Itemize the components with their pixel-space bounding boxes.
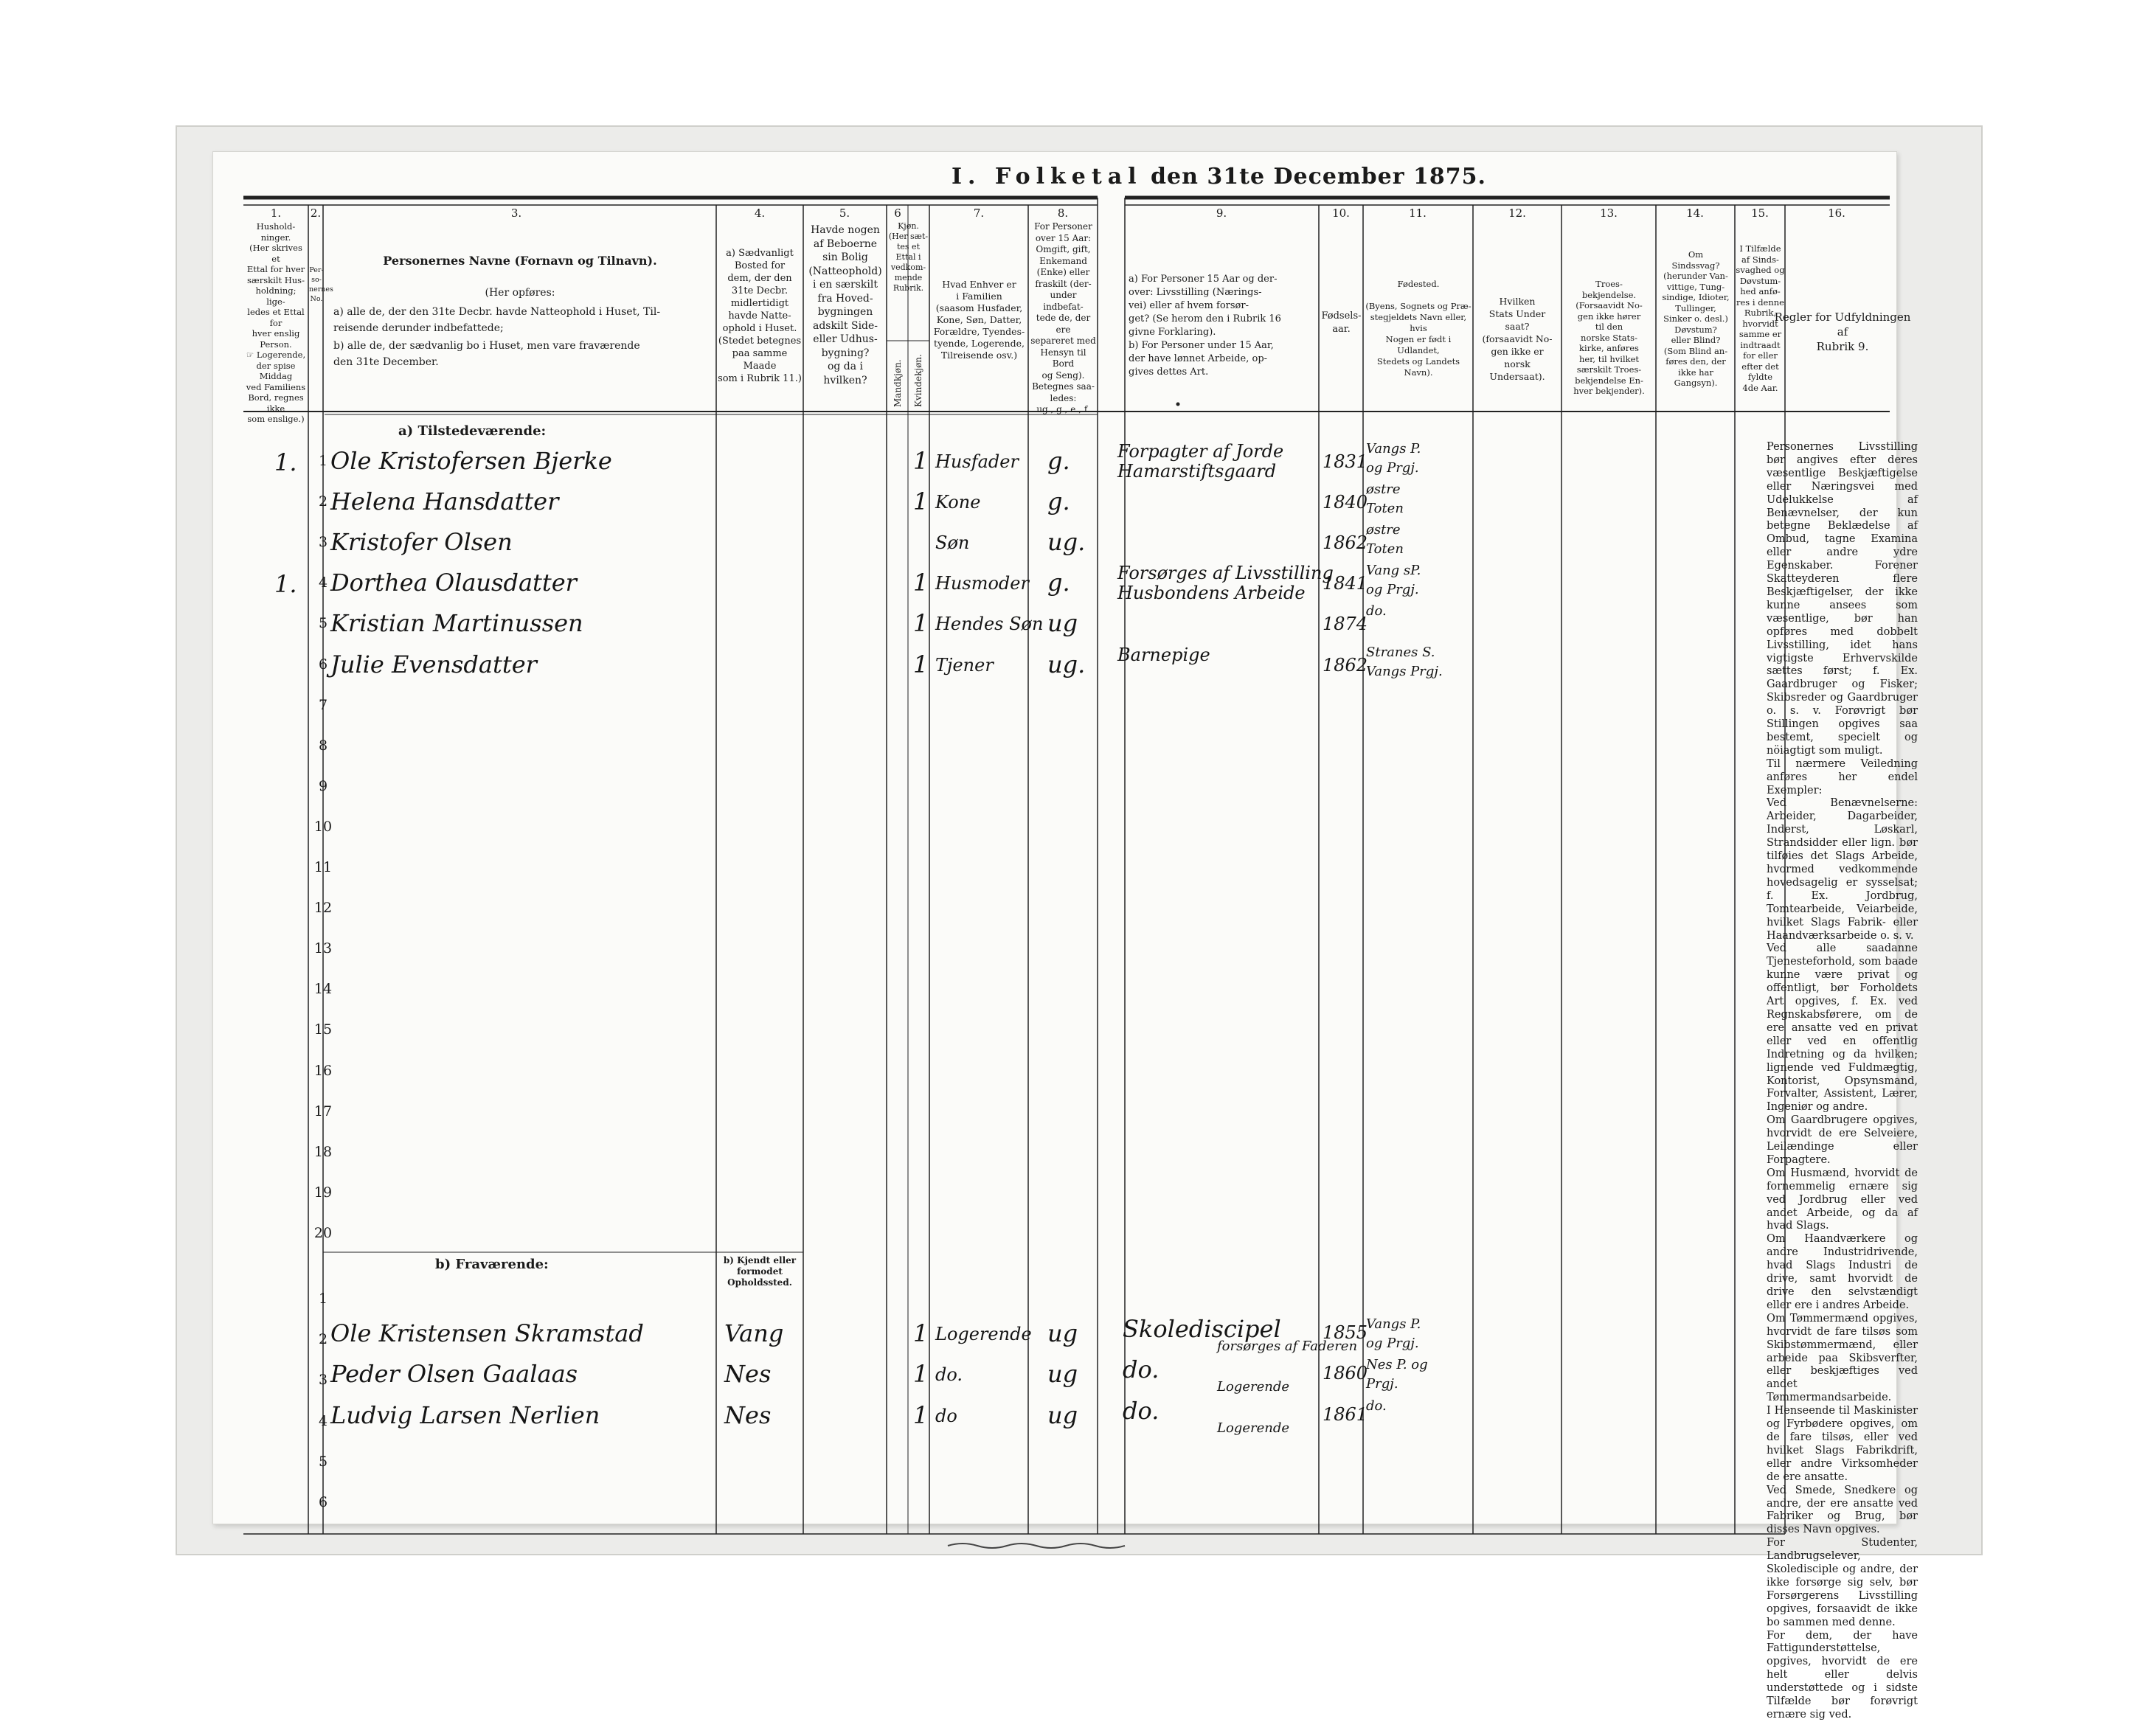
row-number-absent: 3 [318,1372,328,1389]
birthplace: østre [1366,522,1401,538]
row-number-present: 16 [313,1062,333,1079]
sex-mark: 1 [913,569,929,597]
absent-sex-mark: 1 [913,1360,929,1389]
person-name: Helena Hansdatter [330,487,559,516]
marital-status: g. [1047,569,1070,597]
header-col3-sub: (Her opføres: [485,287,555,299]
family-role: Kone [935,492,981,513]
absent-birth-year: 1861 [1323,1403,1368,1425]
row-number-present: 8 [318,737,328,754]
row-number-present: 6 [318,656,328,673]
occupation: Forpagter af Jorde [1117,441,1284,462]
row-number-present: 11 [313,859,333,875]
person-name: Dorthea Olausdatter [330,569,577,597]
row-number-present: 7 [318,696,328,713]
absent-occupation: do. [1123,1355,1160,1384]
absent-occupation-line2: forsørges af Faderen [1217,1339,1358,1355]
marital-status: g. [1047,487,1070,516]
column-number: 8. [1057,206,1069,220]
birthplace: do. [1366,603,1387,619]
header-col4: a) Sædvanligt Bosted for dem, der den 31te Decbr. midlertidigt havde Natte- ophold i Huset. (Stedet betegnes paa samme Maade som i Rubrik 11.) [718,248,802,384]
row-number-absent: 6 [318,1494,328,1510]
absent-occupation: do. [1123,1396,1160,1425]
absent-family-role: do. [935,1364,963,1386]
family-role: Husfader [935,451,1019,472]
absent-family-role: do [935,1405,957,1426]
person-name: Ole Kristofersen Bjerke [330,447,612,475]
sex-mark: 1 [913,650,929,678]
person-name: Kristian Martinussen [330,609,583,638]
birth-year: 1862 [1323,654,1368,676]
absent-place: Vang [724,1319,784,1348]
family-role: Tjener [935,654,994,676]
absent-marital-status: ug [1047,1400,1078,1429]
row-number-present: 20 [313,1224,333,1241]
column-number: 13. [1600,206,1618,220]
header-col6-female: Kvindekjøn. [913,354,923,407]
row-number-present: 15 [313,1021,333,1038]
column-number: 16. [1828,206,1845,220]
title-part1: I. Folketal [952,164,1143,190]
birthplace-line2: Vangs Prgj. [1366,663,1443,679]
birthplace: Vangs P. [1366,441,1421,456]
header-col3-a: a) alle de, der den 31te Decbr. havde Natteophold i Huset, Til- reisende derunder indbefattede; [333,306,661,334]
occupation: Barnepige [1117,644,1210,665]
row-number-absent: 2 [318,1331,328,1348]
family-role: Søn [935,532,970,554]
marital-status: ug. [1047,650,1086,678]
header-col3-title: Personernes Navne (Fornavn og Tilnavn). [383,254,657,268]
family-role: Hendes Søn [935,614,1044,635]
header-col13: Troes- bekjendelse. (Forsaavidt No- gen ikke hører til den norske Stats- kirke, anføres her, til hvilket særskilt Troes- bekjendelse En- hver bekjender). [1573,279,1645,396]
row-number-present: 4 [318,574,328,591]
absent-birthplace: Vangs P. [1366,1316,1421,1333]
column-number: 12. [1508,206,1526,220]
absent-birthplace: Nes P. og [1366,1357,1428,1373]
column-number: 2. [310,206,322,220]
birthplace-line2: og Prgj. [1366,582,1419,598]
birthplace: Stranes S. [1366,644,1435,660]
sex-mark: 1 [913,487,929,516]
row-number-present: 10 [313,818,333,835]
absent-sex-mark: 1 [913,1400,929,1429]
header-col6: Kjøn. (Her sæt- tes et Ettal i vedkom- mende Rubrik. [888,221,929,293]
column-number: 10. [1332,206,1350,220]
absent-occupation-line2: Logerende [1217,1379,1289,1395]
birthplace-line2: Toten [1366,541,1404,558]
section-present-label: a) Tilstedeværende: [398,423,547,439]
section-absent-label: b) Fraværende: [435,1257,549,1272]
absent-occupation-line2: Logerende [1217,1420,1289,1436]
person-name: Kristofer Olsen [330,528,513,557]
occupation-line2: Hamarstiftsgaard [1117,461,1277,482]
column-number: 11. [1409,206,1427,220]
birth-year: 1840 [1323,492,1368,513]
household-mark: 1. [274,570,297,599]
family-role: Husmoder [935,573,1029,594]
absent-family-role: Logerende [935,1324,1032,1345]
column-number: 15. [1751,206,1769,220]
row-number-present: 12 [313,900,333,917]
column-number: 5. [839,206,850,220]
column-number: 3. [510,206,522,220]
header-col15: I Tilfælde af Sinds- svaghed og Døvstum- hed anfø- res i denne Rubrik, hvorvidt samme er indtraadt for eller efter det fyldte 4de Aar. [1736,243,1785,393]
header-col2: Per- so- nernes No. [309,266,333,303]
row-number-present: 17 [313,1103,333,1119]
absent-place: Nes [724,1400,772,1429]
birth-year: 1841 [1323,573,1368,594]
absent-marital-status: ug [1047,1319,1078,1348]
header-col3-b: b) alle de, der sædvanlig bo i Huset, men vare fraværende den 31te December. [333,340,640,368]
birthplace: Vang sP. [1366,563,1421,579]
marital-status: ug. [1047,528,1086,557]
row-number-absent: 5 [318,1453,328,1470]
column-number: 6 [894,206,901,220]
absent-birthplace-line2: og Prgj. [1366,1336,1419,1352]
absent-place: Nes [724,1360,772,1389]
ink-dot [1176,403,1180,406]
column-number: 9. [1216,206,1227,220]
row-number-absent: 1 [318,1291,328,1307]
column-number: 14. [1686,206,1704,220]
column-number: 1. [270,206,282,220]
page-title [952,164,1486,190]
header-col6-male: Mandkjøn. [892,359,903,407]
column-number: 7. [973,206,985,220]
row-number-present: 9 [318,777,328,794]
absent-birth-year: 1860 [1323,1363,1368,1384]
row-number-present: 3 [318,534,328,551]
birth-year: 1831 [1323,451,1368,472]
header-col12: Hvilken Stats Under saat? (forsaavidt No- gen ikke er norsk Undersaat). [1482,296,1553,382]
occupation: Forsørges af Livsstilling [1117,563,1334,584]
header-col9: a) For Personer 15 Aar og der- over: Livsstilling (Nærings- vei) eller af hvem forsør- get? (Se herom den i Rubrik 16 givne Forklaring). b) For Personer under 15 Aar, der have lønnet Arbeide, op- gives dettes Art. [1129,274,1281,378]
header-col8: For Personer over 15 Aar: Omgift, gift, Enkemand (Enke) eller fraskilt (der- under indbefat- tede de, der ere separeret med Hensyn til Bord og Seng). Betegnes saa- ledes: ug., g., e., f. [1030,221,1096,414]
row-number-present: 13 [313,940,333,957]
birthplace-line2: og Prgj. [1366,460,1419,476]
sex-mark: 1 [913,447,929,475]
absent-person-name: Peder Olsen Gaalaas [330,1360,578,1389]
header-col11: Fødested. (Byens, Sognets og Præ- stegjeldets Navn eller, hvis Nogen er født i Udlandet, Stedets og Landets Navn). [1365,279,1472,378]
absent-marital-status: ug [1047,1360,1078,1389]
marital-status: ug [1047,609,1078,638]
row-number-present: 14 [313,981,333,998]
marital-status: g. [1047,447,1070,475]
birthplace-line2: Toten [1366,501,1404,517]
birth-year: 1862 [1323,532,1368,554]
header-col16: Regler for Udfyldningen af Rubrik 9. [1774,310,1911,353]
row-number-present: 2 [318,493,328,510]
person-name: Julie Evensdatter [330,650,537,678]
row-number-present: 5 [318,615,328,632]
sex-mark: 1 [913,609,929,638]
row-number-present: 1 [318,453,328,469]
title-part2: den 31te December 1875. [1151,164,1486,190]
rules-text: Personernes Livsstilling bør angives efter deres væsentlige Beskjæftigelse eller Næringsvei med Udelukkelse af Benævnelser, der kun betegne Beklædelse af Ombud, tagne Examina eller andre ydre Egenskaber. Forener Skatteyderen flere Beskjæftigelser, der ikke kunne ansees som væsentlige, bør han opføres med dobbelt Livsstilling, idet hans vigtigste Erhvervskilde sættes først; f. Ex. Gaardbruger og Fisker; Skibsreder og Gaardbruger o. s. v. Forøvrigt bør Stillingen opgives saa bestemt, specielt og nöiagtigt som muligt. Til nærmere Veiledning anføres her endel Exempler: Ved Benævnelserne: Arbeider, Dagarbeider, Inderst, Løskarl, Strandsidder eller lign. bør tilføies det Slags Arbeide, hvormed vedkommende hovedsagelig er sysselsat; f. Ex. Jordbrug, Tomtearbeide, Veiarbeide, hvilket Slags Fabrik- eller Haandværksarbeide o. s. v. Ved alle saadanne Tjenesteforhold, som baade kunne være privat og offentligt, bør Forholdets Art opgives, f. Ex. ved Regnskabsførere, om de ere ansatte ved en privat eller ved en offentlig Indretning og da hvilken; lignende ved Fuldmægtig, Kontorist, Opsynsmand, Forvalter, Assistent, Lærer, Ingeniør og andre. Om Gaardbrugere opgives, hvorvidt de ere Selveiere, Leilændinge eller Forpagtere. Om Husmænd, hvorvidt de fornemmelig ernære sig ved Jordbrug eller ved andet Arbeide, og da af hvad Slags. Om Haandværkere og andre Industridrivende, hvad Slags Industri de drive, samt hvorvidt de drive den selvstændigt eller ere i andres Arbeide. Om Tømmermænd opgives, hvorvidt de fare tilsøs som Skibstømmermænd, eller arbeide paa Skibsverfter, eller beskjæftiges ved andet Tømmermandsarbeide. I Henseende til Maskinister og Fyrbødere opgives, om de fare tilsøs, eller ved hvilket Slags Fabrikdrift, eller andre Virksomheder de ere ansatte. Ved Smede, Snedkere og andre, der ere ansatte ved Fabriker og Brug, bør disses Navn opgives. For Studenter, Landbrugselever, Skoledisciple og andre, der ikke forsørge sig selv, bør Forsørgerens Livsstilling opgives, forsaavidt de ikke bo sammen med denne. For dem, der have Fattigunderstøttelse, opgives, hvorvidt de ere helt eller delvis understøttede og i sidste Tilfælde bør forøvrigt ernære sig ved. [1767,441,1918,1721]
header-col1: Hushold- ninger. (Her skrives et Ettal for hver særskilt Hus- holdning; lige- ledes et Ettal for hver enslig Person. ☞ Logerende, der spise Middag ved Familiens Bord, regnes ikke som enslige.) [246,221,306,424]
household-mark: 1. [274,448,297,476]
column-number: 4. [754,206,766,220]
header-col10: Fødsels- aar. [1321,310,1362,335]
absent-birth-year: 1855 [1323,1322,1368,1344]
absent-person-name: Ludvig Larsen Nerlien [330,1400,600,1429]
bottom-scribble [948,1544,1125,1548]
absent-birthplace-line2: Prgj. [1366,1376,1398,1392]
row-number-absent: 4 [318,1412,328,1429]
absent-birthplace: do. [1366,1398,1387,1414]
row-number-present: 19 [313,1184,333,1201]
header-col5: Havde nogen af Beboerne sin Bolig (Natteophold) i en særskilt fra Hoved- bygningen adskilt Side- eller Udhus- bygning? og da i hvilken? [808,224,882,386]
occupation-line2: Husbondens Arbeide [1117,583,1306,604]
absent-person-name: Ole Kristensen Skramstad [330,1319,644,1348]
row-number-present: 18 [313,1143,333,1160]
birthplace: østre [1366,482,1401,498]
header-col7: Hvad Enhver er i Familien (saasom Husfader, Kone, Søn, Datter, Forældre, Tyendes- tyende, Logerende, Tilreisende osv.) [933,279,1025,361]
birth-year: 1874 [1323,614,1368,635]
absent-occupation: Skolediscipel [1123,1315,1281,1344]
header-col14: Om Sindssvag? (herunder Van- vittige, Tung- sindige, Idioter, Tullinger, Sinker o. desl.) Døvstum? eller Blind? (Som Blind an- føres den, der ikke har Gangsyn). [1662,249,1730,388]
section-absent-col4: b) Kjendt eller formodet Opholdssted. [723,1255,797,1288]
absent-sex-mark: 1 [913,1319,929,1348]
